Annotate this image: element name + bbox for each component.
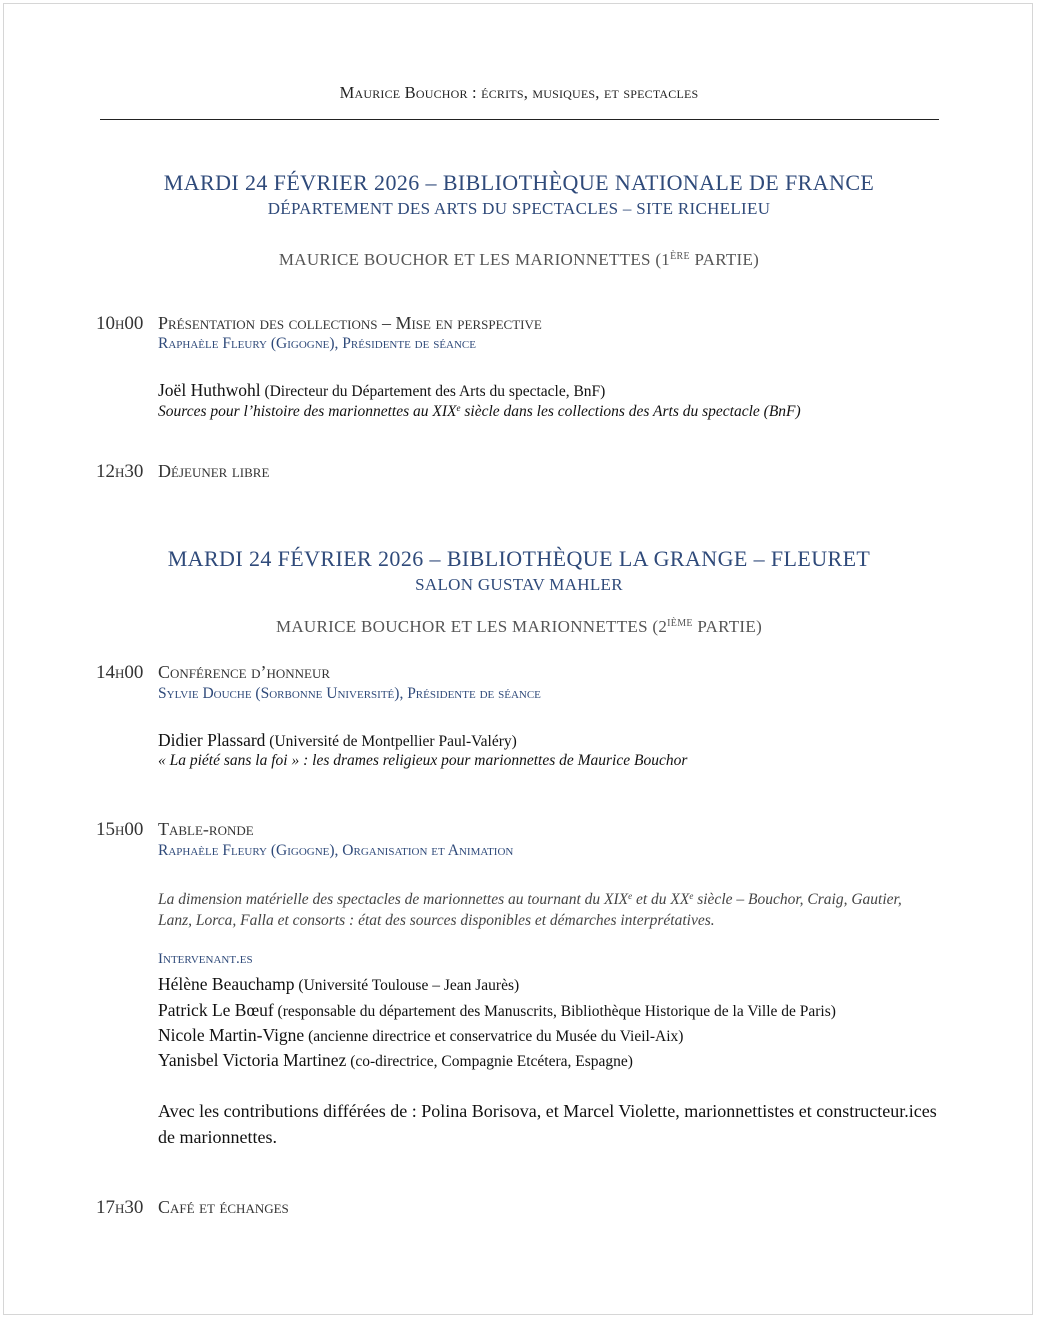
- talk-title-pre: Sources pour l’histoire des marionnettes au XIX: [158, 403, 457, 420]
- speaker-affiliation: (Directeur du Département des Arts du spectacle, BnF): [260, 383, 606, 400]
- speaker-affiliation: (Université de Montpellier Paul-Valéry): [265, 733, 517, 750]
- session-time: 10h00: [96, 313, 144, 334]
- session-title: Présentation des collections – Mise en perspective: [158, 313, 542, 333]
- intervenant-name: Yanisbel Victoria Martinez: [158, 1050, 347, 1070]
- day2-title: MARDI 24 FÉVRIER 2026 – BIBLIOTHÈQUE LA GRANGE – FLEURET: [167, 546, 871, 571]
- part-title-end: PARTIE): [692, 617, 763, 636]
- session-title: Conférence d’honneur: [158, 662, 330, 682]
- description-part: siècle – Bouchor, Craig, Gautier, Lanz, Lorca, Falla et consorts : état des sources disponibles et démarches interprétatives.: [158, 891, 902, 929]
- part-title-main: MAURICE BOUCHOR ET LES MARIONNETTES (1: [278, 250, 671, 269]
- description-superscript: e: [628, 891, 633, 901]
- intervenant-affiliation: (Université Toulouse – Jean Jaurès): [294, 977, 520, 994]
- intervenant-line: [158, 1050, 633, 1071]
- talk-title-superscript: e: [456, 403, 461, 413]
- contributions-note: Avec les contributions différées de : Polina Borisova, et Marcel Violette, marionnettistes et constructeur.ices de marionnettes.: [158, 1101, 937, 1147]
- description-superscript: e: [689, 891, 694, 901]
- day2-subtitle: SALON GUSTAV MAHLER: [415, 575, 623, 594]
- intervenant-affiliation: (ancienne directrice et conservatrice du Musée du Vieil-Aix): [304, 1028, 684, 1045]
- intervenant-line: [158, 974, 519, 995]
- session-chair: Raphaèle Fleury (Gigogne), Organisation et Animation: [158, 842, 514, 859]
- running-header: Maurice Bouchor : écrits, musiques, et spectacles: [339, 83, 699, 102]
- session-time: 14h00: [96, 662, 144, 683]
- talk-title: « La piété sans la foi » : les drames religieux pour marionnettes de Maurice Bouchor: [158, 752, 688, 769]
- intervenant-name: Hélène Beauchamp: [158, 974, 295, 994]
- day2-part-title: [0, 617, 1038, 637]
- intervenant-name: Patrick Le Bœuf: [158, 1000, 274, 1020]
- session-time: 12h30: [96, 461, 144, 482]
- session-chair: Sylvie Douche (Sorbonne Université), Présidente de séance: [158, 685, 541, 702]
- session-title: Table-ronde: [158, 819, 254, 839]
- session-chair: Raphaèle Fleury (Gigogne), Présidente de séance: [158, 335, 476, 352]
- session-title: Déjeuner libre: [158, 461, 270, 481]
- part-title-superscript: ÈRE: [670, 251, 690, 262]
- talk-title: [158, 403, 801, 421]
- intervenant-affiliation: (co-directrice, Compagnie Etcétera, Espagne): [346, 1053, 633, 1070]
- day1-part-title: [0, 250, 1038, 270]
- part-title-end: PARTIE): [689, 250, 760, 269]
- speaker-line: [158, 380, 605, 401]
- part-title-superscript: IÈME: [667, 618, 693, 629]
- header-rule: [100, 119, 939, 120]
- description-part: et du XX: [632, 891, 690, 908]
- intervenant-line: [158, 1000, 836, 1021]
- intervenants-label: Intervenant.es: [158, 951, 253, 967]
- description-part: La dimension matérielle des spectacles de marionnettes au tournant du XIX: [158, 891, 629, 908]
- session-time: 17h30: [96, 1197, 144, 1218]
- part-title-main: MAURICE BOUCHOR ET LES MARIONNETTES (2: [275, 617, 668, 636]
- day1-title: MARDI 24 FÉVRIER 2026 – BIBLIOTHÈQUE NATIONALE DE FRANCE: [163, 170, 875, 195]
- intervenant-name: Nicole Martin-Vigne: [158, 1025, 305, 1045]
- talk-title-post: siècle dans les collections des Arts du spectacle (BnF): [460, 403, 801, 420]
- speaker-name: Didier Plassard: [158, 730, 266, 750]
- roundtable-description: [158, 886, 938, 931]
- speaker-name: Joël Huthwohl: [158, 380, 261, 400]
- day1-subtitle: DÉPARTEMENT DES ARTS DU SPECTACLES – SITE RICHELIEU: [267, 199, 771, 218]
- intervenant-line: [158, 1025, 683, 1046]
- intervenant-affiliation: (responsable du département des Manuscrits, Bibliothèque Historique de la Ville de Paris): [273, 1003, 836, 1020]
- session-time: 15h00: [96, 819, 144, 840]
- speaker-line: [158, 730, 517, 751]
- session-title: Café et échanges: [158, 1197, 289, 1217]
